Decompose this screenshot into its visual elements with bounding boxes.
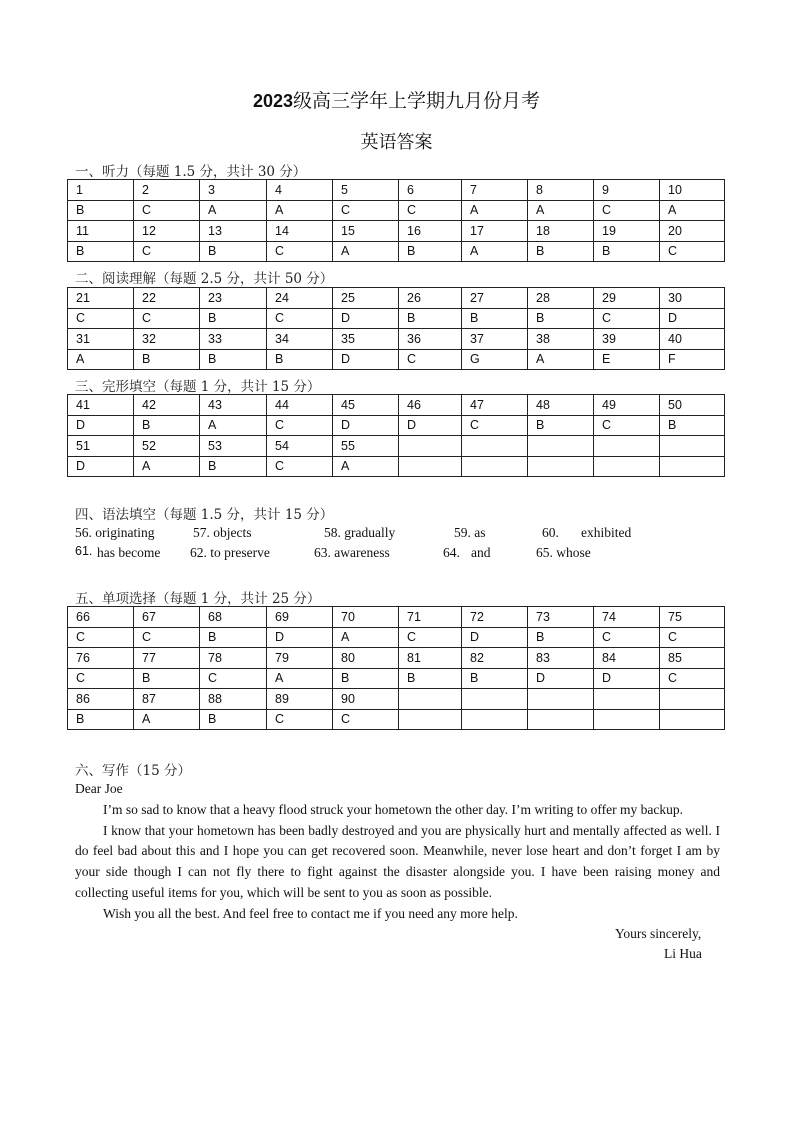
question-number-cell: 35 [333,329,399,350]
answer-table-cloze [67,394,725,477]
question-number-cell: 4 [267,180,333,201]
question-number-cell [660,689,725,710]
section-heading-writing: 六、写作（15 分） [75,763,191,779]
question-number-cell: 34 [267,329,333,350]
answer-cell: B [528,627,594,648]
question-number-cell: 88 [200,689,267,710]
question-number-cell: 43 [200,395,267,416]
answer-cell: A [333,241,399,262]
question-number-cell: 9 [594,180,660,201]
answer-cell: A [200,200,267,221]
question-number-cell: 20 [660,221,725,242]
answer-cell: D [68,456,134,477]
grammar-answer: 57. objects [193,525,252,540]
question-number-cell: 3 [200,180,267,201]
writing-letter [75,779,720,925]
answer-table-single-choice [67,606,725,730]
question-number-cell: 16 [399,221,462,242]
question-number-cell [594,689,660,710]
answer-cell [594,709,660,730]
answer-cell: A [462,241,528,262]
answer-cell: B [528,308,594,329]
answer-cell: C [68,668,134,689]
question-number-cell: 21 [68,288,134,309]
question-number-cell: 74 [594,607,660,628]
question-number-cell: 41 [68,395,134,416]
document-title [0,86,793,113]
question-number-row [68,648,725,669]
question-number-cell [594,436,660,457]
answer-cell: A [528,200,594,221]
question-number-cell: 73 [528,607,594,628]
question-number-cell: 18 [528,221,594,242]
grammar-answer: exhibited [581,525,632,540]
letter-paragraph: I know that your hometown has been badly destroyed and you are physically hurt and mentally affected as well. I do feel bad about this and I hope you can get recovered soon. Meanwhile, never lose heart and don’t forget I am by your side though I can not fly there to fight against the disaster alongside you. I have been raising money and collecting useful items for you, which will be sent to you as soon as possible. [75,822,720,900]
question-number-cell: 11 [68,221,134,242]
answer-row [68,627,725,648]
document-subtitle: 英语答案 [360,132,433,152]
question-number-cell: 52 [134,436,200,457]
answer-row [68,200,725,221]
question-number-row [68,221,725,242]
title-year: 2023 [252,91,294,111]
answer-cell: D [267,627,333,648]
answer-cell: B [462,308,528,329]
question-number-cell: 14 [267,221,333,242]
question-number-cell: 50 [660,395,725,416]
answer-cell: C [134,200,200,221]
question-number-cell: 78 [200,648,267,669]
question-number-cell: 51 [68,436,134,457]
question-number-cell: 67 [134,607,200,628]
question-number-cell: 19 [594,221,660,242]
answer-cell: C [660,241,725,262]
answer-cell: B [200,709,267,730]
answer-cell: D [68,415,134,436]
answer-cell: C [267,241,333,262]
answer-cell: D [333,349,399,370]
question-number-cell: 22 [134,288,200,309]
question-number-cell: 5 [333,180,399,201]
answer-row [68,308,725,329]
answer-cell: E [594,349,660,370]
answer-cell: C [399,349,462,370]
question-number-cell: 70 [333,607,399,628]
answer-cell [660,709,725,730]
grammar-answer: 65. whose [536,545,591,560]
question-number-cell: 89 [267,689,333,710]
question-number-cell: 28 [528,288,594,309]
answer-cell: B [68,709,134,730]
question-number-cell: 68 [200,607,267,628]
question-number-cell: 13 [200,221,267,242]
question-number-cell: 83 [528,648,594,669]
section-heading-grammar: 四、语法填空（每题 1.5 分，共计 15 分） [75,507,334,523]
section-heading-listening: 一、听力（每题 1.5 分，共计 30 分） [75,164,307,180]
question-number-cell: 10 [660,180,725,201]
answer-cell: B [200,627,267,648]
question-number-cell: 15 [333,221,399,242]
answer-cell: D [333,415,399,436]
question-number-cell: 33 [200,329,267,350]
answer-cell: C [594,627,660,648]
answer-cell: B [200,308,267,329]
answer-cell: B [267,349,333,370]
answer-cell: B [333,668,399,689]
answer-cell: C [660,668,725,689]
answer-cell [528,456,594,477]
question-number-cell: 76 [68,648,134,669]
answer-cell: C [267,415,333,436]
letter-signature: Li Hua [664,946,702,961]
answer-cell: C [333,200,399,221]
question-number-cell: 80 [333,648,399,669]
answer-cell [462,709,528,730]
question-number-cell: 2 [134,180,200,201]
letter-salutation: Dear Joe [75,781,123,796]
question-number-row [68,436,725,457]
question-number-cell: 24 [267,288,333,309]
question-number-cell: 69 [267,607,333,628]
question-number-cell: 40 [660,329,725,350]
question-number-cell [399,689,462,710]
question-number-row [68,180,725,201]
question-number-cell [462,436,528,457]
question-number-cell: 87 [134,689,200,710]
answer-cell: C [660,627,725,648]
answer-cell: C [333,709,399,730]
question-number-cell: 29 [594,288,660,309]
answer-cell: B [462,668,528,689]
question-number-row [68,395,725,416]
question-number-row [68,288,725,309]
answer-cell: D [399,415,462,436]
answer-cell [594,456,660,477]
question-number-cell: 49 [594,395,660,416]
grammar-answer: and [471,545,491,560]
question-number-row [68,607,725,628]
answer-cell: A [200,415,267,436]
question-number-cell: 45 [333,395,399,416]
answer-cell: C [594,415,660,436]
question-number-cell: 48 [528,395,594,416]
question-number-cell: 17 [462,221,528,242]
question-number-cell: 46 [399,395,462,416]
section-heading-single-choice: 五、单项选择（每题 1 分，共计 25 分） [75,591,321,607]
answer-cell: C [267,709,333,730]
question-number-cell: 38 [528,329,594,350]
answer-cell: D [528,668,594,689]
question-number-cell: 30 [660,288,725,309]
answer-cell: C [68,627,134,648]
title-text: 级高三学年上学期九月份月考 [293,91,541,112]
question-number-cell: 86 [68,689,134,710]
answer-row [68,709,725,730]
question-number-cell: 47 [462,395,528,416]
answer-cell: A [462,200,528,221]
letter-paragraph: I’m so sad to know that a heavy flood struck your hometown the other day. I’m writing to offer my backup. [103,801,683,817]
question-number-cell: 81 [399,648,462,669]
answer-cell: D [462,627,528,648]
answer-cell: B [200,349,267,370]
answer-cell: A [134,456,200,477]
question-number-cell: 71 [399,607,462,628]
question-number-cell: 23 [200,288,267,309]
letter-closing: Yours sincerely, [615,926,702,941]
question-number-cell: 37 [462,329,528,350]
question-number-cell: 7 [462,180,528,201]
question-number-cell: 90 [333,689,399,710]
answer-cell: A [267,200,333,221]
answer-cell: A [68,349,134,370]
question-number-cell: 54 [267,436,333,457]
letter-paragraph: Wish you all the best. And feel free to contact me if you need any more help. [103,905,518,921]
answer-cell: B [68,241,134,262]
section-heading-cloze: 三、完形填空（每题 1 分，共计 15 分） [75,379,321,395]
question-number-cell: 25 [333,288,399,309]
question-number-cell: 12 [134,221,200,242]
grammar-answer: 59. as [454,525,486,540]
question-number-cell: 26 [399,288,462,309]
question-number-cell [462,689,528,710]
answer-table-reading [67,287,725,370]
question-number-cell: 6 [399,180,462,201]
question-number-cell [660,436,725,457]
answer-cell: B [399,308,462,329]
question-number-cell: 77 [134,648,200,669]
question-number-row [68,689,725,710]
grammar-answer: 58. gradually [324,525,396,540]
answer-cell: C [594,200,660,221]
question-number-cell: 27 [462,288,528,309]
question-number-cell: 82 [462,648,528,669]
question-number-cell: 85 [660,648,725,669]
answer-cell: B [134,415,200,436]
question-number-cell: 32 [134,329,200,350]
grammar-answer: has become [97,545,161,560]
answer-cell: B [528,241,594,262]
question-number-cell: 1 [68,180,134,201]
section-heading-reading: 二、阅读理解（每题 2.5 分，共计 50 分） [75,271,334,287]
answer-cell [462,456,528,477]
answer-cell: B [200,241,267,262]
grammar-answer-number: 61. [75,544,93,558]
answer-cell: C [462,415,528,436]
answer-cell: D [660,308,725,329]
question-number-cell: 8 [528,180,594,201]
question-number-cell: 72 [462,607,528,628]
answer-cell: C [267,308,333,329]
grammar-answer: 64. [443,545,460,560]
question-number-cell: 75 [660,607,725,628]
answer-cell: A [660,200,725,221]
question-number-cell: 79 [267,648,333,669]
question-number-row [68,329,725,350]
answer-cell: C [134,308,200,329]
question-number-cell: 36 [399,329,462,350]
answer-cell: B [399,668,462,689]
answer-cell: A [528,349,594,370]
answer-row [68,668,725,689]
answer-cell: C [200,668,267,689]
answer-cell [660,456,725,477]
answer-cell: C [68,308,134,329]
question-number-cell: 31 [68,329,134,350]
answer-row [68,349,725,370]
question-number-cell [399,436,462,457]
answer-cell: C [594,308,660,329]
question-number-cell: 39 [594,329,660,350]
grammar-answer: 56. originating [75,525,155,540]
answer-row [68,241,725,262]
answer-cell: A [134,709,200,730]
answer-cell: B [660,415,725,436]
question-number-cell [528,689,594,710]
answer-cell: D [594,668,660,689]
answer-cell: B [68,200,134,221]
answer-cell [528,709,594,730]
answer-cell: A [267,668,333,689]
question-number-cell: 55 [333,436,399,457]
grammar-answer: 62. to preserve [190,545,270,560]
answer-cell: C [399,200,462,221]
question-number-cell: 66 [68,607,134,628]
question-number-cell: 44 [267,395,333,416]
answer-cell: B [399,241,462,262]
grammar-answer: 63. awareness [314,545,390,560]
answer-cell: B [134,349,200,370]
answer-cell: B [134,668,200,689]
question-number-cell [528,436,594,457]
answer-cell [399,456,462,477]
answer-table-listening [67,179,725,262]
answer-cell: A [333,456,399,477]
answer-row [68,456,725,477]
answer-cell: B [528,415,594,436]
answer-cell: F [660,349,725,370]
question-number-cell: 42 [134,395,200,416]
answer-cell: C [399,627,462,648]
grammar-answer: 60. [542,525,559,540]
question-number-cell: 53 [200,436,267,457]
answer-cell [399,709,462,730]
question-number-cell: 84 [594,648,660,669]
answer-cell: A [333,627,399,648]
answer-cell: G [462,349,528,370]
answer-cell: B [200,456,267,477]
answer-cell: C [134,627,200,648]
answer-row [68,415,725,436]
answer-cell: C [267,456,333,477]
answer-cell: D [333,308,399,329]
answer-cell: B [594,241,660,262]
answer-cell: C [134,241,200,262]
